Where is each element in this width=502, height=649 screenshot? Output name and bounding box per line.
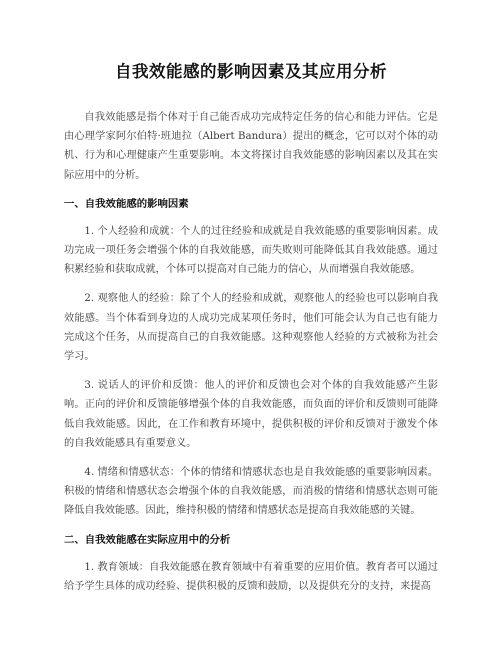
section-2-heading: 二、自我效能感在实际应用中的分析 (64, 533, 231, 546)
section-1-paragraph-4: 4. 情绪和情感状态：个体的情绪和情感状态也是自我效能感的重要影响因素。积极的情绪和情感状态会增强个体的自我效能感，而消极的情绪和情感状态则可能降低自我效能感。因此，维持积极的情绪和情感状态是提高自我效能感的关键。 (64, 467, 438, 517)
section-1-paragraph-2: 2. 观察他人的经验：除了个人的经验和成就，观察他人的经验也可以影响自我效能感。当个体看到身边的人成功完成某项任务时，他们可能会认为自己也有能力完成这个任务，从而提高自己的自我效能感。这种观察他人经验的方式被称为社会学习。 (64, 293, 438, 363)
document-title: 自我效能感的影响因素及其应用分析 (115, 62, 387, 81)
section-1-paragraph-3: 3. 说话人的评价和反馈：他人的评价和反馈也会对个体的自我效能感产生影响。正向的评价和反馈能够增强个体的自我效能感，而负面的评价和反馈则可能降低自我效能感。因此，在工作和教育环境中，提供积极的评价和反馈对于激发个体的自我效能感具有重要意义。 (64, 380, 438, 449)
intro-paragraph: 自我效能感是指个体对于自己能否成功完成特定任务的信心和能力评估。它是由心理学家阿尔伯特·班迪拉（Albert Bandura）提出的概念，它可以对个体的动机、行为和心理健康产生重要影响。本文将探讨自我效能感的影响因素以及其在实际应用中的分析。 (64, 112, 438, 181)
section-1-heading: 一、自我效能感的影响因素 (64, 197, 189, 210)
section-2-paragraph-1: 1. 教育领域：自我效能感在教育领域中有着重要的应用价值。教育者可以通过给予学生具体的成功经验、提供积极的反馈和鼓励，以及提供充分的支持，来提高 (64, 561, 438, 592)
section-1-paragraph-1: 1. 个人经验和成就：个人的过往经验和成就是自我效能感的重要影响因素。成功完成一项任务会增强个体的自我效能感，而失败则可能降低其自我效能感。通过积累经验和获取成就，个体可以提高对自己能力的信心，从而增强自我效能感。 (64, 225, 438, 276)
